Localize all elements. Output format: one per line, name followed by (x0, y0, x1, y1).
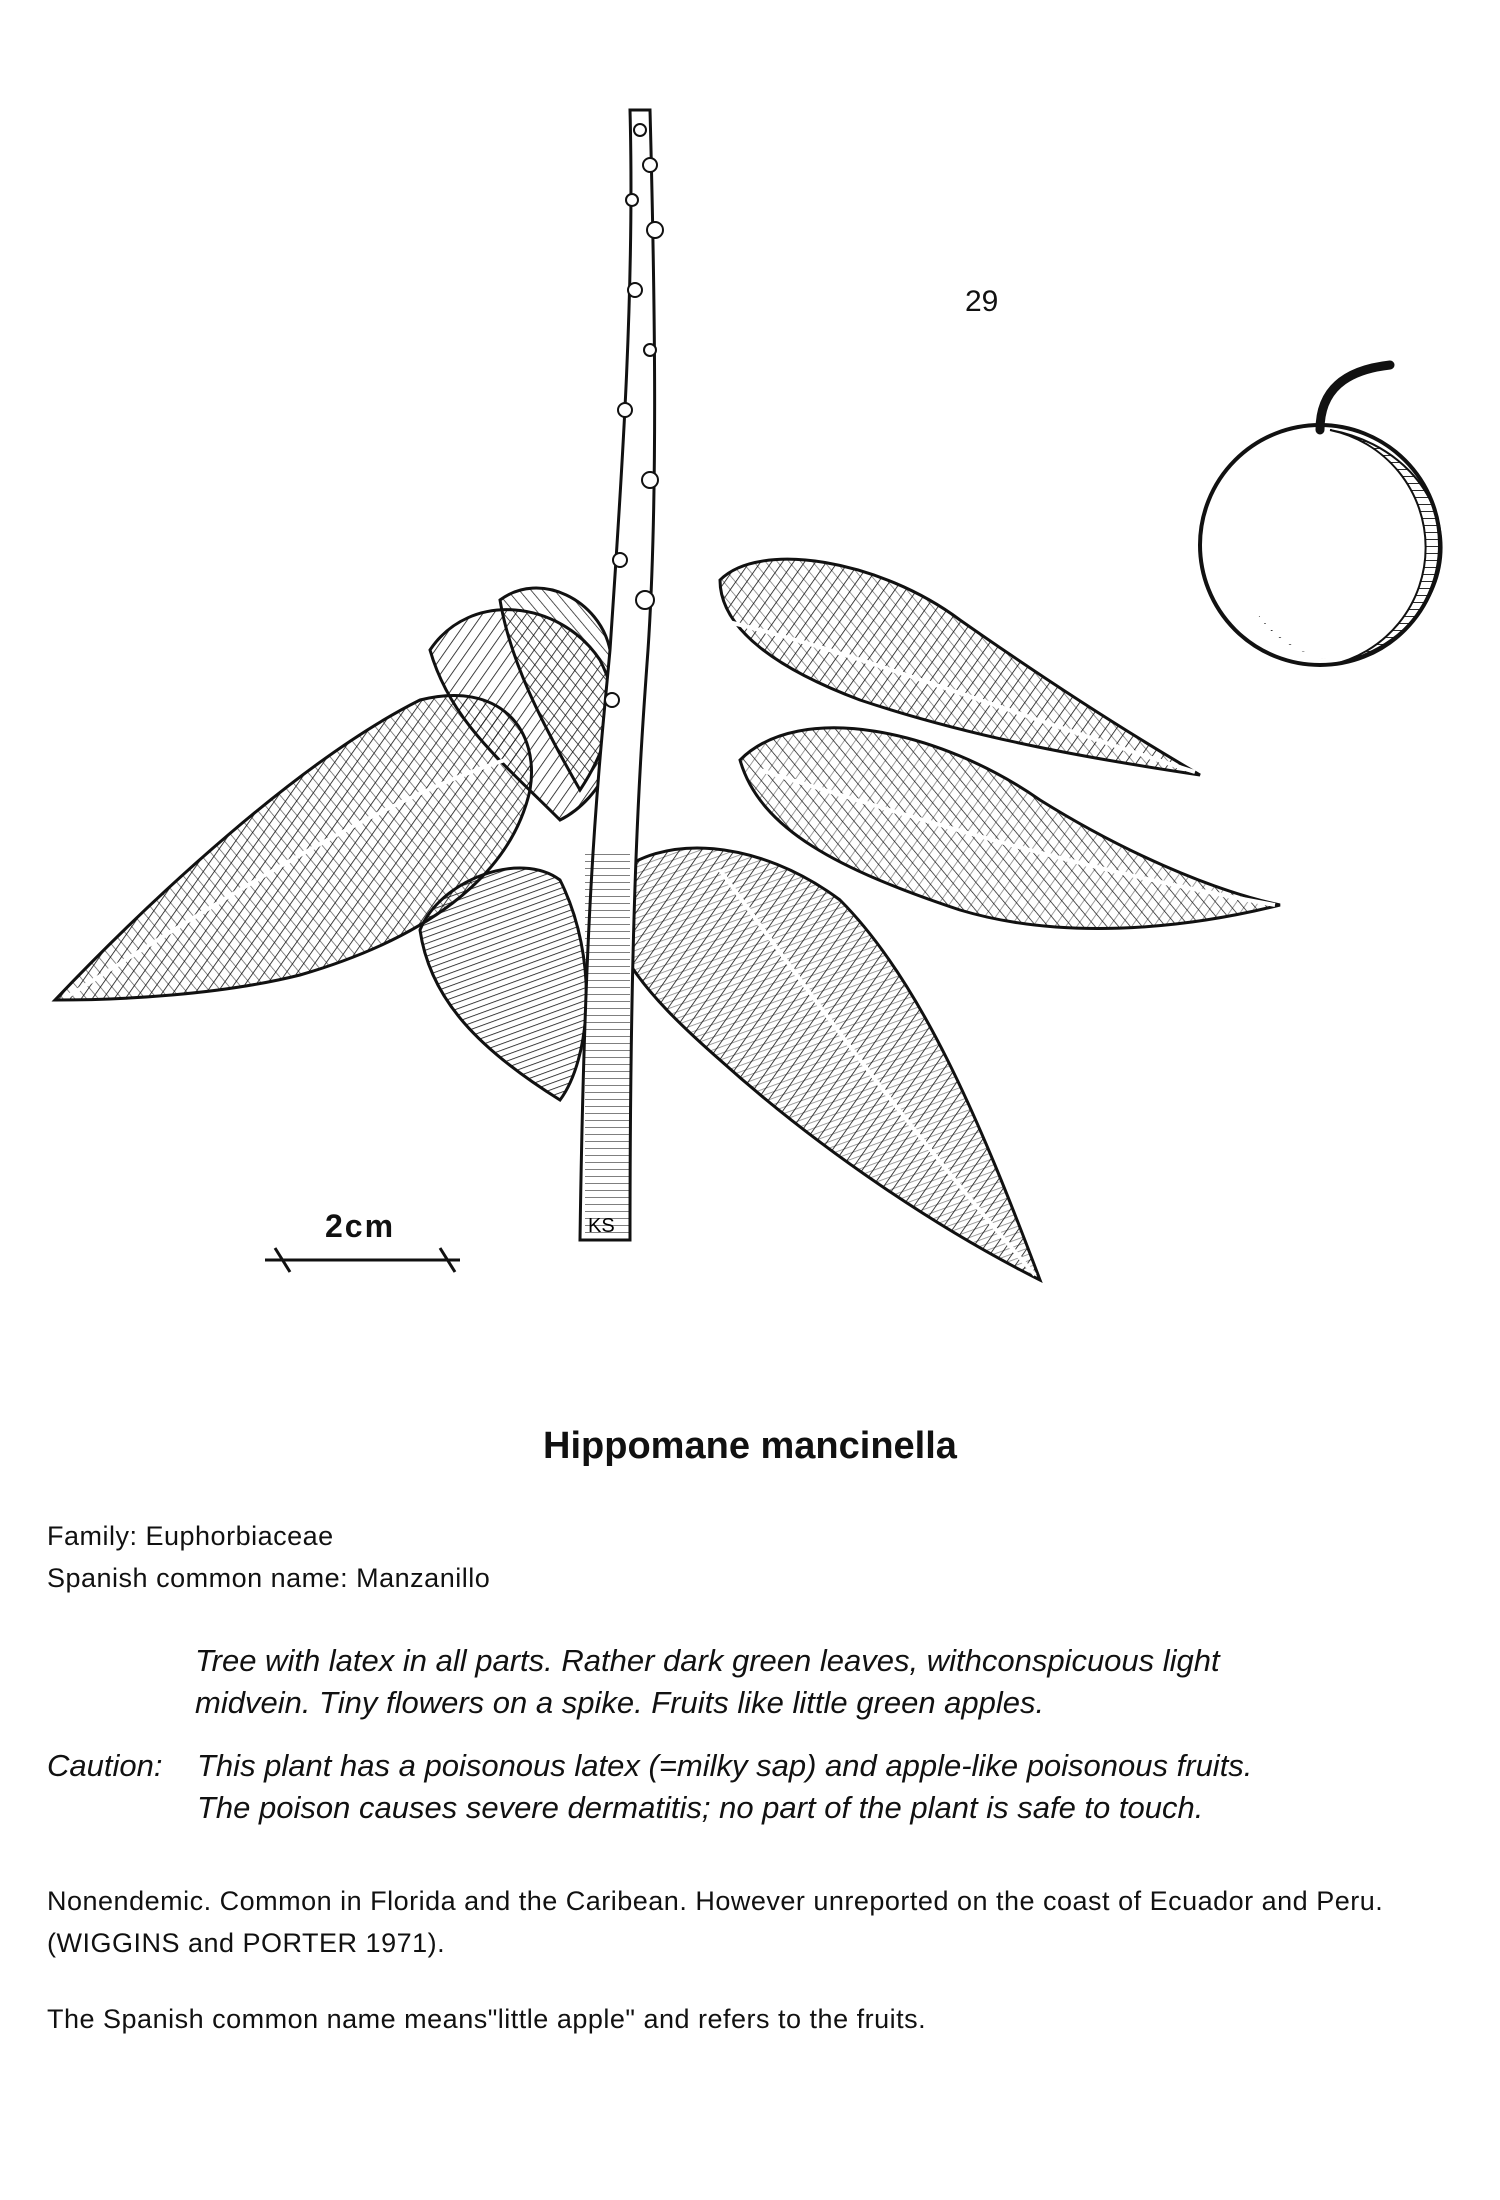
description (195, 1640, 1475, 1724)
caution-line-2: The poison causes severe dermatitis; no part of the plant is safe to touch. (197, 1790, 1204, 1825)
caution-line-1: This plant has a poisonous latex (=milky sap) and apple-like poisonous fruits. (197, 1748, 1253, 1783)
leaf-lower-left (420, 868, 586, 1100)
species-title: Hippomane mancinella (543, 1425, 957, 1467)
illustrator-initials: KS (588, 1215, 615, 1237)
distribution-paragraph: Nonendemic. Common in Florida and the Caribean. However unreported on the coast of Ecuador and Peru. (WIGGINS and PORTER 1971). (47, 1886, 1384, 1958)
page-number: 29 (965, 285, 999, 318)
description-line-2: midvein. Tiny flowers on a spike. Fruits like little green apples. (195, 1685, 1045, 1720)
taxonomy-block (47, 1515, 490, 1599)
description-line-1: Tree with latex in all parts. Rather dark green leaves, withconspicuous light (195, 1643, 1220, 1678)
scale-bar (265, 1248, 460, 1272)
caution-label: Caution: (47, 1748, 163, 1783)
scale-label: 2cm (325, 1208, 396, 1244)
caution-block (47, 1745, 1467, 1829)
fruit-apple (1200, 365, 1442, 665)
family-line: Family: Euphorbiaceae (47, 1521, 334, 1551)
spanish-name-line: Spanish common name: Manzanillo (47, 1563, 491, 1593)
name-note-paragraph: The Spanish common name means"little apple" and refers to the fruits. (47, 2004, 927, 2034)
